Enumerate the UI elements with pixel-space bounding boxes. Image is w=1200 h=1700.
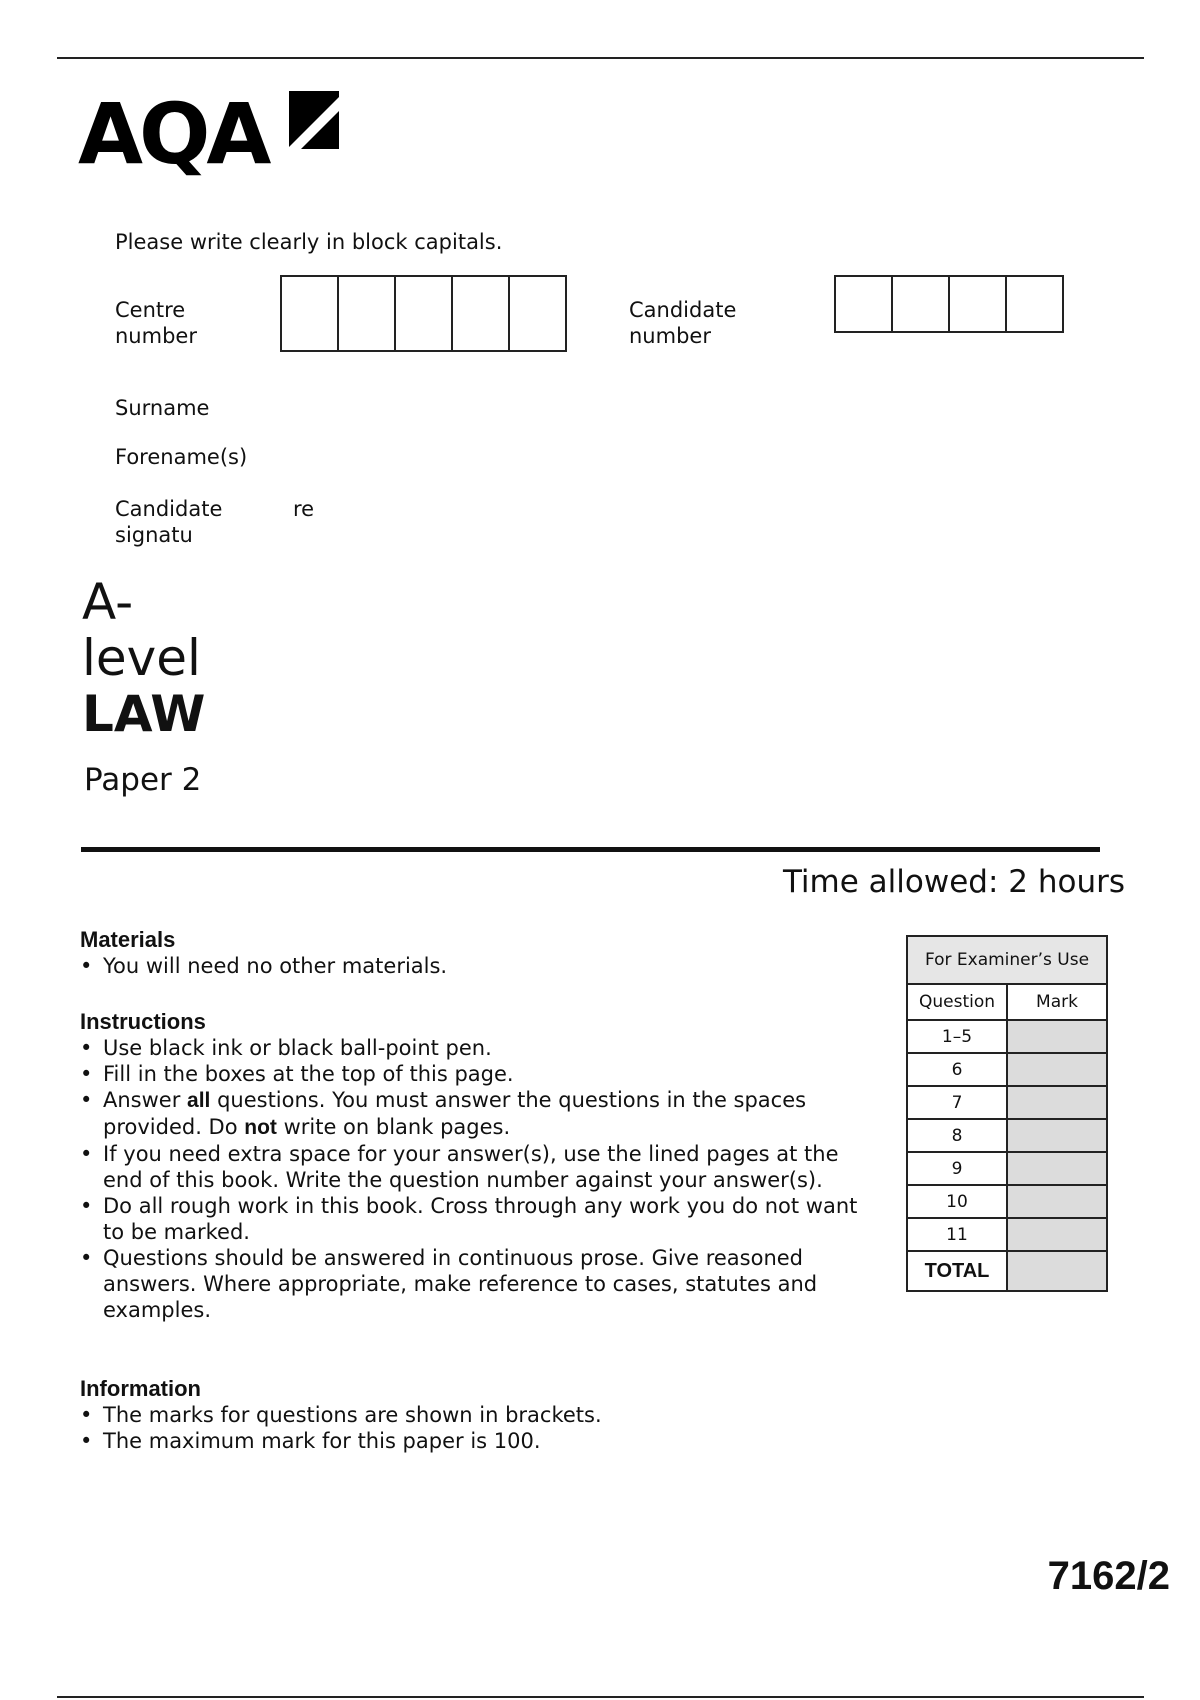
paper-number: Paper 2 <box>84 762 202 798</box>
mark-column-header: Mark <box>1007 984 1107 1020</box>
qualification-level: A- level <box>82 573 201 687</box>
mark-cell[interactable] <box>1007 1185 1107 1218</box>
mark-cell[interactable] <box>1007 1218 1107 1251</box>
list-item: • If you need extra space for your answer(s), use the lined pages at the end of this book. Write the question number against your answer(s). <box>80 1141 860 1193</box>
instructions-heading: Instructions <box>80 1009 206 1034</box>
surname-label: Surname <box>115 396 210 420</box>
centre-digit-box[interactable] <box>394 275 451 352</box>
mark-cell[interactable] <box>1007 1020 1107 1053</box>
question-cell: 11 <box>907 1218 1007 1251</box>
candidate-number-boxes[interactable] <box>834 275 1064 333</box>
list-item: • The maximum mark for this paper is 100. <box>80 1428 860 1454</box>
list-item: • Use black ink or black ball-point pen. <box>80 1035 860 1061</box>
question-cell: 8 <box>907 1119 1007 1152</box>
centre-digit-box[interactable] <box>508 275 567 352</box>
list-item: • Fill in the boxes at the top of this page. <box>80 1061 860 1087</box>
time-allowed: Time allowed: 2 hours <box>782 864 1125 900</box>
information-section <box>80 1376 860 1454</box>
list-item: • Do all rough work in this book. Cross through any work you do not want to be marked. <box>80 1193 860 1245</box>
bottom-rule <box>57 1696 1144 1698</box>
question-cell: 7 <box>907 1086 1007 1119</box>
centre-number-boxes[interactable] <box>280 275 567 352</box>
candidate-number-label: Candidate number <box>629 298 737 348</box>
forenames-label: Forename(s) <box>115 445 248 469</box>
table-row <box>907 1053 1107 1086</box>
centre-digit-box[interactable] <box>451 275 508 352</box>
table-row <box>907 1185 1107 1218</box>
examiner-use-table <box>906 935 1108 1292</box>
centre-digit-box[interactable] <box>337 275 394 352</box>
question-column-header: Question <box>907 984 1007 1020</box>
mark-cell[interactable] <box>1007 1053 1107 1086</box>
candidate-digit-box[interactable] <box>891 275 948 333</box>
examiner-table-title: For Examiner’s Use <box>907 936 1107 984</box>
centre-number-label: Centre number <box>115 298 197 348</box>
materials-section <box>80 927 860 979</box>
block-capitals-instruction: Please write clearly in block capitals. <box>115 230 503 254</box>
aqa-logo: AQA <box>78 85 268 183</box>
question-cell: 1–5 <box>907 1020 1007 1053</box>
signature-label-suffix: re <box>293 497 315 521</box>
list-item: • Answer all questions. You must answer the questions in the spaces provided. Do not write on blank pages. <box>80 1087 860 1141</box>
mark-cell[interactable] <box>1007 1086 1107 1119</box>
total-label: TOTAL <box>907 1251 1007 1291</box>
total-row <box>907 1251 1107 1291</box>
paper-code: 7162/2 <box>1047 1554 1170 1598</box>
information-heading: Information <box>80 1376 201 1401</box>
table-row <box>907 1119 1107 1152</box>
centre-digit-box[interactable] <box>280 275 337 352</box>
candidate-digit-box[interactable] <box>834 275 891 333</box>
table-row <box>907 1086 1107 1119</box>
table-row <box>907 1152 1107 1185</box>
aqa-logo-mark-icon <box>283 91 339 149</box>
list-item: • Questions should be answered in continuous prose. Give reasoned answers. Where appropriate, make reference to cases, statutes and examples. <box>80 1245 860 1323</box>
table-row <box>907 1218 1107 1251</box>
question-cell: 9 <box>907 1152 1007 1185</box>
top-rule <box>57 57 1144 59</box>
materials-heading: Materials <box>80 927 176 952</box>
list-item: • The marks for questions are shown in brackets. <box>80 1402 860 1428</box>
subject-title: LAW <box>82 685 206 743</box>
instructions-section <box>80 1009 860 1323</box>
question-cell: 10 <box>907 1185 1007 1218</box>
total-mark-cell[interactable] <box>1007 1251 1107 1291</box>
candidate-digit-box[interactable] <box>1005 275 1064 333</box>
title-divider <box>81 847 1100 852</box>
candidate-digit-box[interactable] <box>948 275 1005 333</box>
list-item: • You will need no other materials. <box>80 953 860 979</box>
signature-label: Candidate signatu <box>115 497 223 547</box>
table-row <box>907 1020 1107 1053</box>
mark-cell[interactable] <box>1007 1152 1107 1185</box>
mark-cell[interactable] <box>1007 1119 1107 1152</box>
question-cell: 6 <box>907 1053 1007 1086</box>
